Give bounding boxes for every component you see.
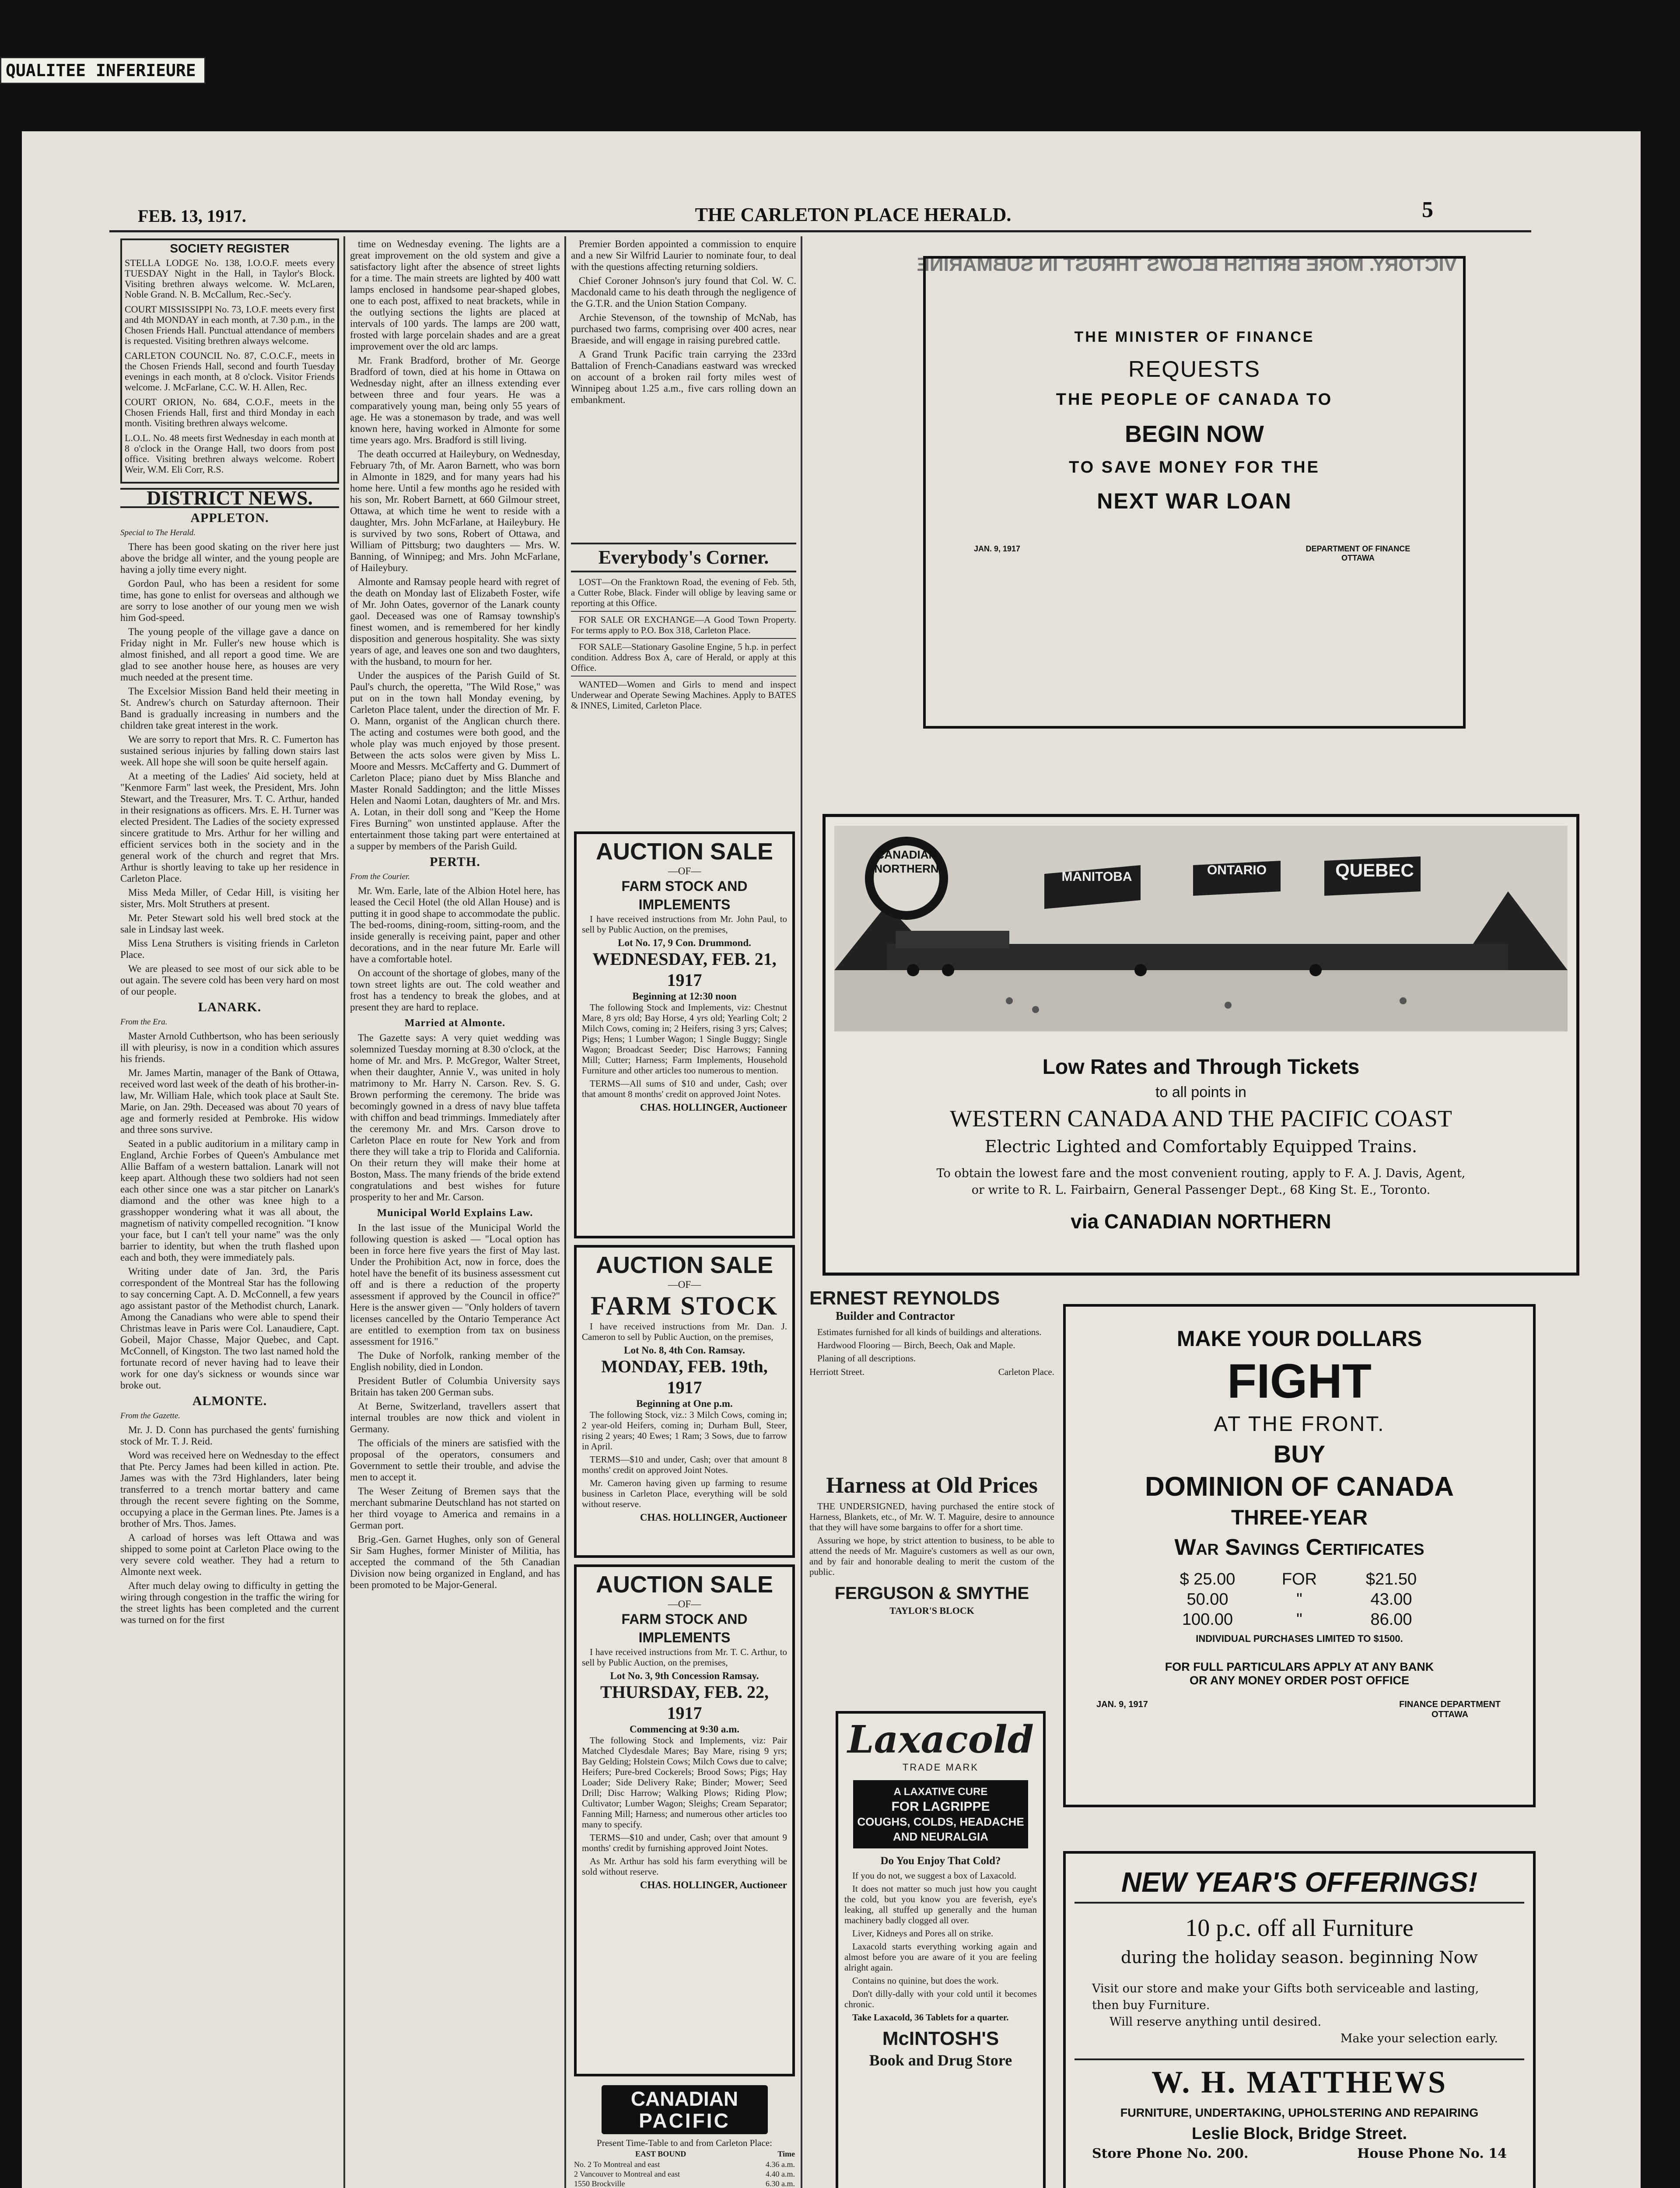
fight-line2: FIGHT <box>1227 1354 1372 1408</box>
matthews-store-phone: Store Phone No. 200. <box>1092 2146 1249 2161</box>
perth-para: On account of the shortage of globes, many of the town street lights are out. The cold weather and frost has a tendency to break the globes, and at present they are hard to replace. <box>350 968 560 1013</box>
reynolds-address <box>809 1366 1054 1378</box>
appleton-para: The young people of the village gave a dance on Friday night in Mr. Fuller's new house which is almost finished, and all report a good time. We are glad to see another house here, as houses are very much needed at the present time. <box>120 626 339 683</box>
timetable-route: 2 Vancouver to Montreal and east <box>574 2170 680 2178</box>
matthews-body3: Make your selection early. <box>1340 2032 1498 2045</box>
almonte-para: Mr. J. D. Conn has purchased the gents' furnishing stock of Mr. T. J. Reid. <box>120 1424 339 1447</box>
railway-text <box>826 1053 1576 1272</box>
finance-line6: NEXT WAR LOAN <box>1097 489 1292 513</box>
price-value: 43.00 <box>1370 1590 1412 1609</box>
cpr-east-header <box>574 2148 795 2160</box>
auction-of: —OF— <box>668 1599 701 1609</box>
married-para: The Gazette says: A very quiet wedding was solemnized Tuesday morning at 8.30 o'clock, at the home of Mr. and Mrs. P. McGregor, Walter Street, when their daughter, Annie V., was united in holy matrimony to Mr. Harry N. Carson. Rev. S. G. Brown performing the ceremony. The bride was becomingly gowned in a dress of navy blue taffeta with chiffon and bead trimmings. Immediately after the ceremony Mr. and Mrs. Carson drove to Carleton Place en route for New York and from there they will take a trip to Florida and California. On their return they will make their home at Boston, Mass. The many friends of the bride extend congratulations and best wishes for future prosperity to her and Mr. Carson. <box>350 1032 560 1203</box>
auction-intro: I have received instructions from Mr. Dan. J. Cameron to sell by Public Auction, on the premises, <box>582 1321 787 1342</box>
reynolds-town: Carleton Place. <box>998 1367 1054 1377</box>
laxacold-para: If you do not, we suggest a box of Laxacold. <box>852 1870 1016 1881</box>
fight-date: JAN. 9, 1917 <box>1096 1700 1148 1709</box>
col2-para: The death occurred at Haileybury, on Wednesday, February 7th, of Mr. Aaron Barnett, who was born in Almonte in 1829, and for many years had his home here. Until a few months ago he resided with his son, Mr. Robert Barnett, at 660 Gilmour street, Ottawa, at which time he went to reside with a daughter, Mrs. John McFarlane, at Haileybury. He is survived by two sons, Robert of Ottawa, and William of Pittsburg; two daughters — Mrs. W. Banning, of Winnipeg; and Mrs. John McFarlane, of Haileybury. <box>350 449 560 573</box>
price-word: " <box>1296 1610 1302 1629</box>
timetable-time: 4.40 a.m. <box>766 2170 795 2178</box>
cpr-east-heading: EAST BOUND <box>635 2149 686 2158</box>
railway-contact1: To obtain the lowest fare and the most convenient routing, apply to F. A. J. Davis, Agent, <box>936 1167 1466 1180</box>
district-news-heading: DISTRICT NEWS. <box>120 488 339 508</box>
price-row <box>1159 1609 1439 1630</box>
reynolds-line: Estimates furnished for all kinds of buildings and alterations. <box>817 1327 1042 1337</box>
auction-of: —OF— <box>668 866 701 877</box>
auction-title: AUCTION SALE <box>596 838 773 865</box>
finance-ad <box>923 256 1466 729</box>
fight-line7: War Savings Certificates <box>1174 1535 1424 1560</box>
col3-para: Chief Coroner Johnson's jury found that Col. W. C. Macdonald came to his death through the negligence of the G.T.R. and the Union Station Company. <box>571 275 796 309</box>
auction-title: AUCTION SALE <box>596 1571 773 1598</box>
laxacold-tag3: COUGHS, COLDS, HEADACHE <box>857 1815 1024 1828</box>
cpr-timetable <box>574 2085 795 2188</box>
price-cost: 100.00 <box>1182 1610 1233 1629</box>
column-rule-2 <box>564 236 566 2188</box>
matthews-period: during the holiday season. beginning Now <box>1120 1948 1478 1967</box>
matthews-headline: NEW YEAR'S OFFERINGS! <box>1074 1862 1524 1904</box>
finance-footer <box>974 544 1415 563</box>
lanark-heading: LANARK. <box>198 1000 262 1014</box>
reynolds-name: ERNEST REYNOLDS <box>809 1287 1000 1309</box>
finance-line2: REQUESTS <box>1128 357 1261 382</box>
cpr-logo <box>602 2085 768 2134</box>
laxacold-tagline <box>853 1780 1028 1848</box>
bleed-through-text: VICTORY. MORE BRITISH BLOWS THRUST IN SUBMARINE <box>917 254 1457 275</box>
municipal-para: President Butler of Columbia University says Britain has taken 200 German subs. <box>350 1375 560 1398</box>
timetable-route: No. 2 To Montreal and east <box>574 2160 660 2169</box>
auction-date: THURSDAY, FEB. 22, 1917 <box>600 1682 769 1723</box>
auction-body: The following Stock and Implements, viz: Chestnut Mare, 8 yrs old; Bay Horse, 4 yrs old; Yearling Colt; 2 Milch Cows, coming in; 2 Heifers, rising 3 yrs; Calves; Pigs; Hens; 1 Lumber Wagon; 1 Single Buggy; Single Wagon; Broadcast Seeder; Disc Harrows; Fanning Mill; Cutter; Harness; Farm Implements, Household Furniture and other articles too numerous to mention. <box>582 1002 787 1076</box>
municipal-para: In the last issue of the Municipal World the following question is asked — "Local option has been in force here five years the first of May last. Under the Prohibition Act, now in force, does the hotel have the benefit of its business assessment cut off and is there a reduction of the property assessment if approved by the Council in office?" Here is the answer given — "Only holders of tavern licenses cancelled by the Ontario Temperance Act are entitled to exemption from tax on business assessment for 1916." <box>350 1222 560 1347</box>
fight-info2: OR ANY MONEY ORDER POST OFFICE <box>1189 1674 1410 1687</box>
auction-auctioneer: CHAS. HOLLINGER, Auctioneer <box>640 1102 787 1113</box>
cpr-logo-line2: PACIFIC <box>639 2109 730 2132</box>
almonte-dateline: From the Gazette. <box>120 1411 181 1420</box>
page-number: 5 <box>1422 197 1433 222</box>
price-cost: 50.00 <box>1186 1590 1228 1609</box>
auction-body: The following Stock and Implements, viz: Pair Matched Clydesdale Mares; Bay Mare, rising 9 yrs; Bay Gelding; Holstein Cows; Milch Cows due to calve; Heifers; Pure-bred Cockerels; Brood Sows; Pigs; Hay Loader; Side Delivery Rake; Binder; Mower; Seed Drill; Disc Harrow; Walking Plows; Riding Plow; Cultivator; Lumber Wagon; Sleighs; Cream Separator; Fanning Mill; Harness; and numerous other articles too many to specify. <box>582 1735 787 1830</box>
appleton-para: There has been good skating on the river here just above the bridge all winter, and the young people are having a jolly time every night. <box>120 541 339 575</box>
auction-lot: Lot No. 3, 9th Concession Ramsay. <box>610 1670 759 1681</box>
laxacold-para: Laxacold starts everything working again and almost before you are aware of it you are feeling alright again. <box>844 1941 1037 1973</box>
fight-limit: INDIVIDUAL PURCHASES LIMITED TO $1500. <box>1196 1633 1403 1644</box>
laxacold-brand: Laxacold <box>847 1718 1034 1762</box>
price-row <box>1159 1589 1439 1609</box>
newspaper-title: THE CARLETON PLACE HERALD. <box>695 204 1012 225</box>
fight-line4: BUY <box>1273 1440 1326 1468</box>
matthews-body1: Visit our store and make your Gifts both serviceable and lasting, then buy Furniture. <box>1092 1982 1479 2012</box>
municipal-para: At Berne, Switzerland, travellers assert that internal troubles are now thick and violent in Germany. <box>350 1401 560 1434</box>
laxacold-tag2: FOR LAGRIPPE <box>891 1799 990 1814</box>
auction-intro: I have received instructions from Mr. T. C. Arthur, to sell by Public Auction, on the premises, <box>582 1647 787 1668</box>
timetable-row <box>574 2179 795 2188</box>
col3-para: Premier Borden appointed a commission to enquire and a new Sir Wilfrid Laurier to nominate four, to deal with the questions affecting returning soldiers. <box>571 238 796 272</box>
auction-terms: TERMS—$10 and under, Cash; over that amount 8 months' credit on approved Joint Notes. <box>582 1454 787 1475</box>
laxacold-trademark: TRADE MARK <box>902 1762 979 1773</box>
society-entry: STELLA LODGE No. 138, I.O.O.F. meets every TUESDAY Night in the Hall, in Taylor's Block. Visiting brethren always welcome. W. McLaren, Noble Grand. N. B. McCallum, Rec.-Sec'y. <box>125 257 335 300</box>
almonte-para: A carload of horses was left Ottawa and was shipped to some point at Carleton Place owing to the very severe cold weather. They had a return to Almonte next week. <box>120 1532 339 1577</box>
auction-time: Beginning at One p.m. <box>636 1398 733 1409</box>
finance-line3: THE PEOPLE OF CANADA TO <box>1056 390 1333 409</box>
reynolds-role: Builder and Contractor <box>836 1309 955 1322</box>
cpr-time-heading: Time <box>777 2149 795 2158</box>
railway-illustration <box>834 826 1568 1031</box>
classified-item: FOR SALE—Stationary Gasoline Engine, 5 h.p. in perfect condition. Address Box A, care of Herald, or apply at this Office. <box>571 642 796 677</box>
society-register <box>120 238 339 484</box>
railway-sign-quebec: QUEBEC <box>1335 860 1414 880</box>
auction-lot: Lot No. 17, 9 Con. Drummond. <box>618 937 751 948</box>
auction-title: AUCTION SALE <box>596 1252 773 1278</box>
railway-scene <box>834 826 1568 1031</box>
auction-subtitle: FARM STOCK AND IMPLEMENTS <box>621 1611 748 1645</box>
auction-sale-1 <box>574 831 795 1238</box>
auction-auctioneer: CHAS. HOLLINGER, Auctioneer <box>640 1512 787 1523</box>
auction-terms: TERMS—$10 and under, Cash; over that amount 9 months' credit by furnishing approved Joint Notes. <box>582 1832 787 1853</box>
almonte-para: Word was received here on Wednesday to the effect that Pte. Percy James had been killed in action. Pte. James was with the 73rd Highlanders, later being transferred to a trench mortar battery and came through the recent severe fighting on the Somme, occupying a place in the German lines. Pte. James is a brother of Mrs. Thos. James. <box>120 1450 339 1529</box>
laxacold-question: Do You Enjoy That Cold? <box>880 1855 1001 1867</box>
municipal-para: The Weser Zeitung of Bremen says that the merchant submarine Deutschland has not started on her third voyage to America and remains in a German port. <box>350 1486 560 1531</box>
appleton-para: Miss Meda Miller, of Cedar Hill, is visiting her sister, Mrs. Molt Struthers at present. <box>120 887 339 909</box>
perth-heading: PERTH. <box>430 855 480 869</box>
column-2 <box>350 238 560 2188</box>
perth-para: Mr. Wm. Earle, late of the Albion Hotel here, has leased the Cecil Hotel (the old Allan House) and is putting it in good shape to accommodate the public. The bed-rooms, dining-room, sitting-room, and the inside generally is receiving paint, paper and other decorations, and in the near future Mr. Earle will have a comfortable hotel. <box>350 885 560 964</box>
column-1 <box>120 238 339 2188</box>
railway-badge: CANADIAN NORTHERN <box>874 848 939 875</box>
matthews-trades: FURNITURE, UNDERTAKING, UPHOLSTERING AND REPAIRING <box>1120 2106 1479 2119</box>
railway-sub: to all points in <box>1155 1084 1246 1101</box>
lanark-para: Seated in a public auditorium in a military camp in England, Archie Forbes of Queen's Ambulance met Allie Baffam of a western battalion. Lanark will not keep apart. Although these two soldiers had not seen each other since one was a star pitcher on Lanark's diamond and the other was knee high to a grasshopper wondering what it was all about, the magnetism of nativity compelled recognition. "I know your face, but I can't tell your name" was the only barrier to identity, but when the truth flashed upon each and both, they were immediately pals. <box>120 1138 339 1263</box>
fight-dept: FINANCE DEPARTMENT OTTAWA <box>1399 1700 1501 1719</box>
lanark-dateline: From the Era. <box>120 1017 168 1027</box>
laxacold-para: Liver, Kidneys and Pores all on strike. <box>852 1928 994 1939</box>
fight-info1: FOR FULL PARTICULARS APPLY AT ANY BANK <box>1165 1660 1434 1673</box>
harness-block: TAYLOR'S BLOCK <box>889 1605 974 1616</box>
lanark-para: Master Arnold Cuthbertson, who has been seriously ill with pleurisy, is now in a condition which assures his friends. <box>120 1031 339 1064</box>
auction-time: Beginning at 12:30 noon <box>632 991 737 1002</box>
reynolds-ad <box>809 1287 1054 1470</box>
auction-terms: TERMS—All sums of $10 and under, Cash; over that amount 8 months' credit on approved Joint Notes. <box>582 1078 787 1099</box>
auction-subtitle: FARM STOCK AND IMPLEMENTS <box>621 878 748 912</box>
auction-date: WEDNESDAY, FEB. 21, 1917 <box>592 949 777 990</box>
cpr-subtitle: Present Time-Table to and from Carleton Place: <box>597 2138 772 2148</box>
auction-of: —OF— <box>668 1279 701 1290</box>
col3-para: A Grand Trunk Pacific train carrying the 233rd Battalion of French-Canadians eastward was wrecked on account of a broken rail forty miles west of Winnipeg about 1.25 a.m., five cars rolling down an embankment. <box>571 349 796 405</box>
fight-footer <box>1096 1700 1502 1720</box>
society-entry: COURT MISSISSIPPI No. 73, I.O.F. meets every first and 4th MONDAY in each month, at 7.30 p.m., in the Chosen Friends Hall. Punctual attendance of members is requested. Visiting brethren always welcome. <box>125 304 335 346</box>
fight-line3: AT THE FRONT. <box>1214 1413 1385 1436</box>
appleton-para: We are pleased to see most of our sick able to be out again. The severe cold has been very hard on most of our people. <box>120 963 339 997</box>
classified-item: LOST—On the Franktown Road, the evening of Feb. 5th, a Cutter Robe, Black. Finder will oblige by leaving same or reporting at this Office. <box>571 577 796 612</box>
appleton-para: Miss Lena Struthers is visiting friends in Carleton Place. <box>120 938 339 960</box>
laxacold-ad <box>836 1711 1046 2188</box>
price-row <box>1159 1569 1439 1589</box>
fight-line5: DOMINION OF CANADA <box>1144 1472 1454 1502</box>
auction-intro: I have received instructions from Mr. John Paul, to sell by Public Auction, on the premises, <box>582 914 787 935</box>
laxacold-para: Don't dilly-dally with your cold until it becomes chronic. <box>844 1988 1037 2009</box>
reynolds-line: Planing of all descriptions. <box>817 1353 916 1364</box>
appleton-dateline: Special to The Herald. <box>120 528 196 537</box>
municipal-para: The officials of the miners are satisfied with the proposal of the operators, consumers and Government to settle their trouble, and advise the men to accept it. <box>350 1438 560 1483</box>
auction-sale-3 <box>574 1564 795 2076</box>
auction-subtitle: FARM STOCK <box>590 1291 779 1320</box>
matthews-ad <box>1063 1851 1536 2188</box>
matthews-name: W. H. MATTHEWS <box>1074 2058 1524 2104</box>
railway-trains: Electric Lighted and Comfortably Equipped Trains. <box>984 1137 1418 1156</box>
railway-via: via CANADIAN NORTHERN <box>1071 1210 1331 1233</box>
auction-time: Commencing at 9:30 a.m. <box>629 1724 740 1735</box>
laxacold-store1: McINTOSH'S <box>882 2028 999 2049</box>
society-register-heading: SOCIETY REGISTER <box>170 242 290 255</box>
appleton-para: At a meeting of the Ladies' Aid society, held at "Kenmore Farm" last week, the President, Mrs. John Stewart, and the Treasurer, Mrs. T. C. Arthur, handed in their resignations as officers. Mrs. E. H. Turner was elected President. The Ladies of the society expressed sincere gratitude to Mrs. Arthur for her willing and efficient services both in the society and in the general work of the church and regret that Mrs. Arthur is shortly leaving to take up her residence in Carleton Place. <box>120 771 339 884</box>
lanark-para: Mr. James Martin, manager of the Bank of Ottawa, received word last week of the death of his brother-in-law, Mr. William Hale, which took place at Sault Ste. Marie, on Jan. 29th. Deceased was about 70 years of age and formerly resided at Pembroke. His widow and three sons survive. <box>120 1067 339 1135</box>
cpr-east-list <box>574 2160 795 2188</box>
appleton-para: We are sorry to report that Mrs. R. C. Fumerton has sustained serious injuries by falling down stairs last week. All hope she will soon be quite herself again. <box>120 734 339 768</box>
war-savings-ad <box>1063 1304 1536 1807</box>
timetable-row <box>574 2169 795 2179</box>
timetable-route: 1550 Brockville <box>574 2179 625 2188</box>
almonte-heading: ALMONTE. <box>192 1394 267 1408</box>
harness-ad <box>809 1470 1054 1707</box>
matthews-discount: 10 p.c. off all Furniture <box>1185 1914 1414 1942</box>
classified-item: FOR SALE OR EXCHANGE—A Good Town Property. For terms apply to P.O. Box 318, Carleton Place. <box>571 614 796 639</box>
matthews-house-phone: House Phone No. 14 <box>1357 2146 1507 2161</box>
newspaper-page <box>22 131 1641 2188</box>
col2-para: Almonte and Ramsay people heard with regret of the death on Monday last of Elizabeth Foster, wife of Mr. John Oates, governor of the Lanark county gaol. Deceased was one of Ramsay township's finest women, and is remembered for her kindly disposition and generous hospitality. She was sixty years of age, and leaves one son and two daughters, with the husband, to mourn for her. <box>350 576 560 667</box>
matthews-body2: Will reserve anything until desired. <box>1110 2015 1322 2029</box>
timetable-row <box>574 2160 795 2169</box>
timetable-time: 4.36 a.m. <box>766 2160 795 2169</box>
married-heading: Married at Almonte. <box>404 1017 506 1029</box>
railway-sign-ontario: ONTARIO <box>1207 863 1267 877</box>
quality-stamp: QUALITEE INFERIEURE <box>0 57 206 84</box>
municipal-heading: Municipal World Explains Law. <box>377 1207 533 1219</box>
issue-date: FEB. 13, 1917. <box>138 206 246 226</box>
finance-line5: TO SAVE MONEY FOR THE <box>1069 458 1320 477</box>
canadian-northern-ad <box>822 814 1579 1276</box>
timetable-time: 6.30 a.m. <box>766 2179 795 2188</box>
everybodys-corner-heading: Everybody's Corner. <box>571 543 796 572</box>
matthews-phones <box>1074 2146 1524 2161</box>
appleton-heading: APPLETON. <box>190 511 269 525</box>
laxacold-para: Take Laxacold, 36 Tablets for a quarter. <box>852 2012 1009 2023</box>
classified-item: WANTED—Women and Girls to mend and inspect Underwear and Operate Sewing Machines. Apply to BATES & INNES, Limited, Carleton Place. <box>571 679 796 711</box>
railway-contact2: or write to R. L. Fairbairn, General Passenger Dept., 68 King St. E., Toronto. <box>971 1183 1431 1197</box>
column-rule-1 <box>343 236 345 2188</box>
reynolds-line: Hardwood Flooring — Birch, Beech, Oak and Maple. <box>817 1340 1015 1350</box>
almonte-para: After much delay owing to difficulty in getting the wiring through congestion in the traffic the wiring for the street lights has been completed and the current was turned on for the first <box>120 1580 339 1625</box>
column-rule-3 <box>801 236 802 2188</box>
col2-para: time on Wednesday evening. The lights are a great improvement on the old system and give a satisfactory light after the absence of street lights for a time. The main streets are lighted by 400 watt lamps enclosed in handsome pear-shaped globes, one to each post, affixed to neat brackets, while in the outlying sections the lights are placed at intervals of 100 yards. The lamps are 200 watt, frosted with large porcelain shades and are a great improvement over the old arc lamps. <box>350 238 560 352</box>
appleton-para: Gordon Paul, who has been a resident for some time, has gone to enlist for overseas and although we are sorry to lose another of our young men we wish him God-speed. <box>120 578 339 623</box>
laxacold-para: Contains no quinine, but does the work. <box>852 1975 999 1986</box>
railway-region: WESTERN CANADA AND THE PACIFIC COAST <box>950 1105 1452 1132</box>
everybodys-corner <box>571 543 796 858</box>
harness-body2: Assuring we hope, by strict attention to business, to be able to attend the needs of Mr. Maguire's customers as well as our own, and by fair and honorable dealing to merit the custom of the public. <box>809 1535 1054 1577</box>
price-word: " <box>1296 1590 1302 1609</box>
cpr-logo-line1: CANADIAN <box>630 2087 738 2110</box>
society-entry: CARLETON COUNCIL No. 87, C.O.C.F., meets in the Chosen Friends Hall, second and fourth Tuesday evenings in each month, at 8 o'clock. Visitor Friends welcome. J. McFarlane, C.C. W. H. Allen, Rec. <box>125 350 335 393</box>
appleton-para: Mr. Peter Stewart sold his well bred stock at the sale in Lindsay last week. <box>120 912 339 935</box>
auction-lot: Lot No. 8, 4th Con. Ramsay. <box>624 1345 745 1356</box>
finance-line4: BEGIN NOW <box>1125 421 1264 447</box>
col2-para: Mr. Frank Bradford, brother of Mr. George Bradford of town, died at his home in Ottawa on Wednesday night, after an illness extending ever between three and four years. He was a comparatively young man, being only 55 years of age. He was a stonemason by trade, and was well known here, having worked in Almonte for some time years ago. Mrs. Bradford is still living. <box>350 355 560 445</box>
railway-sign-manitoba: MANITOBA <box>1061 870 1132 884</box>
municipal-para: Brig.-Gen. Garnet Hughes, only son of General Sir Sam Hughes, former Minister of Militia, has accepted the command of the 5th Canadian Division now being organized in England, and has been promoted to be Major-General. <box>350 1534 560 1590</box>
reynolds-street: Herriott Street. <box>809 1367 864 1377</box>
col2-para: Under the auspices of the Parish Guild of St. Paul's church, the operetta, "The Wild Rose," was put on in the town hall Monday evening, by Carleton Place talent, under the direction of Mr. F. O. Mann, organist of the Anglican church there. The acting and costumes were both good, and the whole play was much enjoyed by those present. Between the acts solos were given by Miss L. Moore and Messrs. McCafferty and G. Dummert of Carleton Place; piano duet by Miss Blanche and Master Ronald Saddington; and the little Misses Helen and Naomi Lotan, daughters of Mr. and Mrs. A. Lotan, in their doll song and "Keep the Home Fires Burning" won unstinted applause. After the entertainment those taking part were entertained at a supper by members of the Parish Guild. <box>350 670 560 852</box>
laxacold-store2: Book and Drug Store <box>869 2051 1012 2069</box>
auction-date: MONDAY, FEB. 19th, 1917 <box>601 1357 768 1397</box>
matthews-address: Leslie Block, Bridge Street. <box>1191 2125 1407 2143</box>
perth-dateline: From the Courier. <box>350 872 410 881</box>
harness-firm: FERGUSON & SMYTHE <box>834 1584 1029 1603</box>
harness-heading: Harness at Old Prices <box>826 1473 1038 1498</box>
society-entry: COURT ORION, No. 684, C.O.F., meets in the Chosen Friends Hall, first and third Monday in each month. Visiting brethren always welcome. <box>125 396 335 428</box>
society-entry: L.O.L. No. 48 meets first Wednesday in each month at 8 o'clock in the Orange Hall, two doors from post office. Visiting brethren always welcome. Robert Weir, W.M. Eli Corr, R.S. <box>125 432 335 475</box>
masthead-rule <box>109 230 1531 232</box>
fight-line6: THREE-YEAR <box>1231 1506 1368 1529</box>
laxacold-tag1: A LAXATIVE CURE <box>893 1786 988 1798</box>
finance-date: JAN. 9, 1917 <box>974 544 1021 553</box>
auction-auctioneer: CHAS. HOLLINGER, Auctioneer <box>640 1879 787 1890</box>
fight-price-table <box>1159 1569 1439 1630</box>
price-value: $21.50 <box>1365 1570 1417 1588</box>
price-value: 86.00 <box>1370 1610 1412 1629</box>
price-cost: $ 25.00 <box>1180 1570 1236 1588</box>
finance-dept: DEPARTMENT OF FINANCE OTTAWA <box>1306 544 1410 562</box>
laxacold-tag4: AND NEURALGIA <box>892 1830 989 1843</box>
laxacold-para: It does not matter so much just how you caught the cold, but you know you are feverish, eye's leaking, all stuffed up generally and the human machinery badly clogged all over. <box>844 1883 1037 1925</box>
fight-line1: MAKE YOUR DOLLARS <box>1176 1326 1422 1351</box>
auction-sale-2 <box>574 1245 795 1558</box>
auction-body: The following Stock, viz.: 3 Milch Cows, coming in; 2 year-old Heifers, coming in; Durham Bull, Steer, rising 2 years; 40 Ewes; 1 Ram; 3 Sows, due to farrow in April. <box>582 1410 787 1452</box>
harness-body: THE UNDERSIGNED, having purchased the entire stock of Harness, Blankets, etc., of Mr. W. T. Maguire, desire to announce that they will have some bargains to offer for a short time. <box>809 1501 1054 1532</box>
col3-para: Archie Stevenson, of the township of McNab, has purchased two farms, comprising over 400 acres, near Braeside, and will engage in raising purebred cattle. <box>571 312 796 346</box>
appleton-para: The Excelsior Mission Band held their meeting in St. Andrew's church on Saturday afternoon. Their Band is gradually increasing in numbers and the children take great interest in the work. <box>120 686 339 731</box>
auction-note: As Mr. Arthur has sold his farm everything will be sold without reserve. <box>582 1856 787 1877</box>
auction-note: Mr. Cameron having given up farming to resume business in Carleton Place, everything will be sold without reserve. <box>582 1478 787 1509</box>
railway-headline: Low Rates and Through Tickets <box>1042 1055 1360 1079</box>
finance-line1: THE MINISTER OF FINANCE <box>1074 329 1315 345</box>
municipal-para: The Duke of Norfolk, ranking member of the English nobility, died in London. <box>350 1350 560 1372</box>
price-word: FOR <box>1281 1570 1317 1588</box>
lanark-para: Writing under date of Jan. 3rd, the Paris correspondent of the Montreal Star has the following to say concerning Capt. A. D. McConnell, a few years ago assistant pastor of the Methodist church, Lanark. Among the Canadians who were able to spend their Christmas leave in Paris were Col. Lanaudiere, Capt. Gobeil, Major Chasse, Major Quebec, and Capt. McConnell, of Kingston. The two last named hold the fortunate record of never having had to leave their work for one day's sickness or wounds since war broke out. <box>120 1266 339 1391</box>
